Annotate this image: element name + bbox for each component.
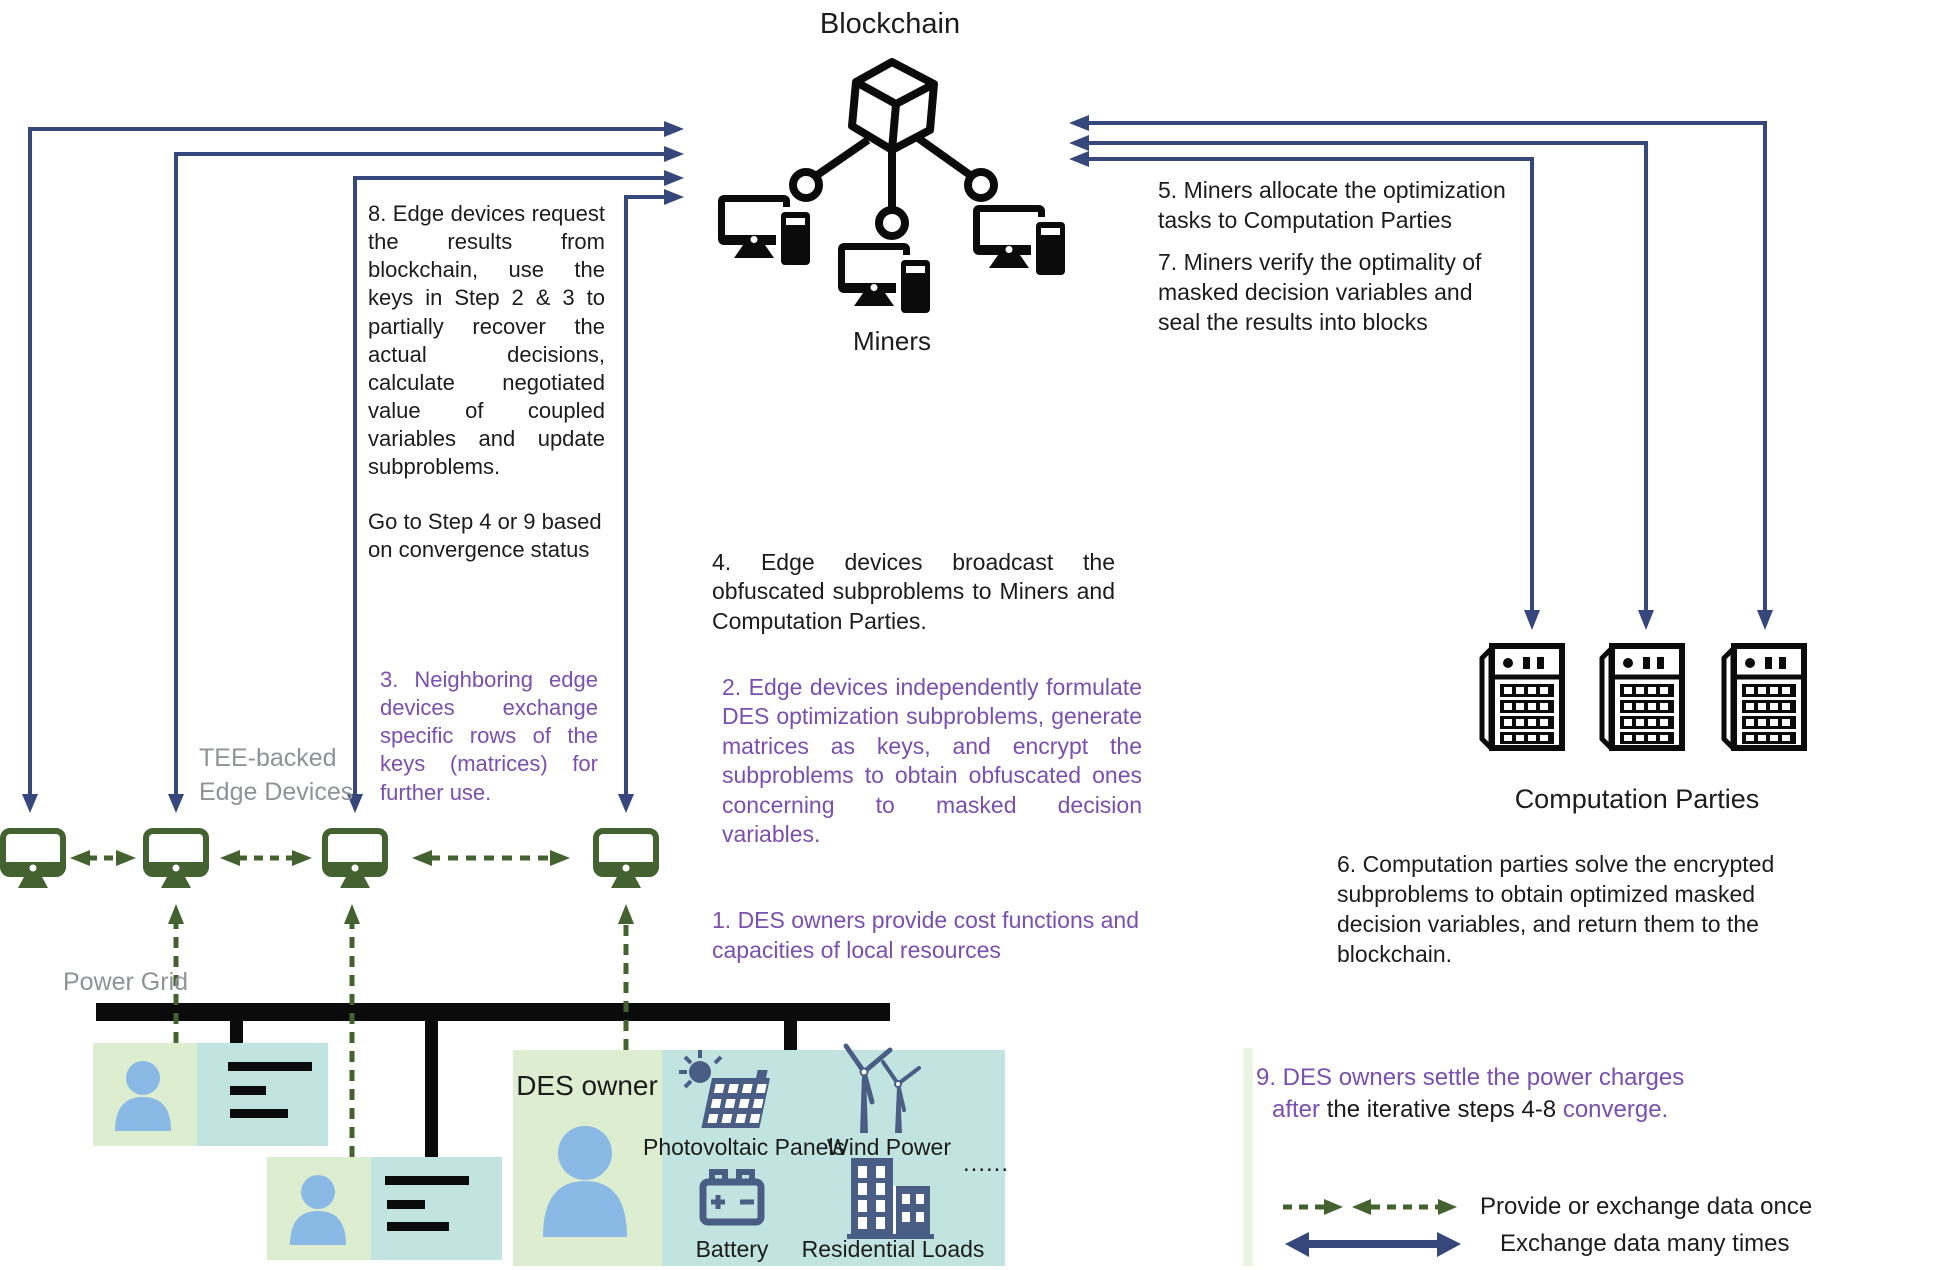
accent-strip — [1243, 1048, 1253, 1266]
server-icon-3 — [1724, 646, 1804, 748]
step-5-text: 5. Miners allocate the optimization tasks to Computation Parties — [1158, 177, 1506, 233]
dots-label: ...... — [963, 1150, 1010, 1177]
computation-parties-label: Computation Parties — [1514, 784, 1760, 814]
battery-label: Battery — [695, 1236, 769, 1262]
step-6-text: 6. Computation parties solve the encrypted subproblems to obtain optimized masked decision variables, and return them to the blockchain. — [1337, 851, 1775, 967]
miner-pc-icon-right — [973, 205, 1069, 279]
step-4-text: 4. Edge devices broadcast the obfuscated subproblems to Miners and Computation Parties. — [712, 549, 1115, 634]
legend-many-arrow — [1285, 1232, 1461, 1257]
step-9-line1: 9. DES owners settle the power charges — [1256, 1064, 1685, 1091]
step-1-text: 1. DES owners provide cost functions and capacities of local resources — [712, 907, 1140, 963]
step-2-text: 2. Edge devices independently formulate DES optimization subproblems, generate matrices as keys, and encrypt the subproblems to obtain obfuscated ones concerning to masked decision variables. — [722, 674, 1142, 848]
tee-label-line2: Edge Devices — [199, 777, 354, 806]
legend-once-label: Provide or exchange data once — [1480, 1193, 1813, 1220]
edge-monitor-icon-1 — [3, 831, 63, 888]
step-9-after: after — [1272, 1096, 1327, 1124]
legend-once-arrow — [1283, 1199, 1457, 1215]
photovoltaic-label: Photovoltaic Panels — [642, 1134, 846, 1160]
des-owner-label: DES owner — [516, 1070, 658, 1101]
step-8b-text: Go to Step 4 or 9 based on convergence status — [368, 508, 602, 562]
step-9-line2 — [1272, 1094, 1684, 1126]
miner-pc-icon-left — [718, 195, 814, 269]
miner-network-links — [793, 138, 994, 236]
step-5-7-block — [1158, 176, 1510, 337]
edge-monitor-icon-4 — [596, 831, 656, 888]
step-9-end: converge. — [1556, 1096, 1669, 1124]
server-icon-2 — [1602, 646, 1682, 748]
server-icon-1 — [1482, 646, 1562, 748]
legend-many-label: Exchange data many times — [1500, 1230, 1790, 1257]
power-grid-label: Power Grid — [63, 968, 189, 996]
step-3-text: 3. Neighboring edge devices exchange specific rows of the keys (matrices) for further use. — [380, 667, 598, 805]
blockchain-label: Blockchain — [819, 8, 961, 40]
residential-label: Residential Loads — [801, 1236, 985, 1262]
step-7-text: 7. Miners verify the optimality of masked decision variables and seal the results into blocks — [1158, 248, 1482, 335]
miner-pc-icon-middle — [838, 243, 934, 317]
edge-monitor-icon-3 — [325, 831, 385, 888]
step-9-mid: the iterative steps 4-8 — [1326, 1096, 1557, 1124]
step-8-text: 8. Edge devices request the results from blockchain, use the keys in Step 2 & 3 to partially recover the actual decisions, calculate negotiated value of coupled variables and update subproblems. — [368, 201, 605, 480]
tee-label-line1: TEE-backed — [199, 744, 337, 772]
des-owner-card-2 — [267, 1157, 502, 1260]
tee-label — [199, 742, 353, 810]
wind-power-label: Wind Power — [827, 1134, 951, 1160]
step-8-block — [368, 200, 605, 564]
step-9-block — [1256, 1062, 1684, 1127]
miners-label: Miners — [852, 326, 932, 356]
des-owner-card-1 — [93, 1043, 328, 1146]
edge-monitor-icon-2 — [146, 831, 206, 888]
